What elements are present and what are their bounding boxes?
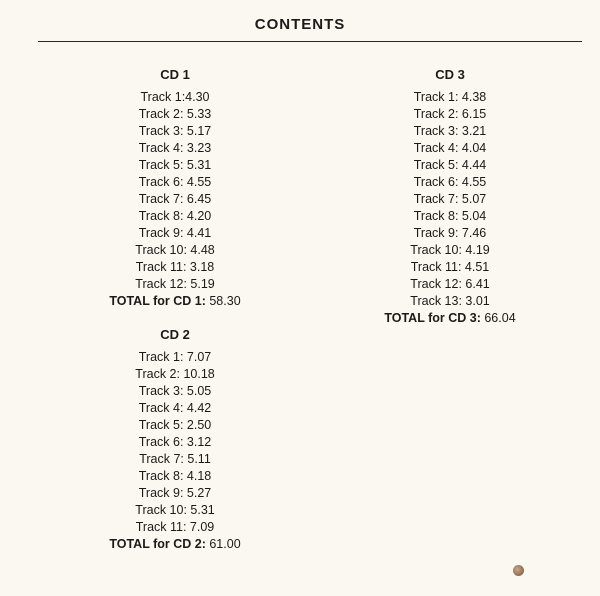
total-label: TOTAL for CD 3: [384,311,481,325]
track-row: Track 4: 4.42 [138,401,212,415]
disc-total [345,310,555,327]
track-row: Track 13: 3.01 [410,294,490,308]
disc-cd1 [70,66,280,310]
track-list [70,349,280,536]
track-row: Track 3: 5.05 [138,384,212,398]
track-row: Track 1: 7.07 [138,350,212,364]
track-row: Track 11: 7.09 [135,520,215,534]
page-title: CONTENTS [254,16,346,33]
punch-hole-mark [513,565,524,576]
total-label: TOTAL for CD 2: [109,537,206,551]
total-value: 58.30 [209,294,241,308]
track-row: Track 10: 4.48 [135,243,215,257]
track-list [345,89,555,310]
track-row: Track 6: 4.55 [413,175,487,189]
track-list [70,89,280,293]
track-row: Track 2: 6.15 [413,107,487,121]
track-row: Track 6: 4.55 [138,175,212,189]
track-row: Track 7: 5.07 [413,192,487,206]
track-row: Track 11: 3.18 [135,260,215,274]
track-row: Track 5: 4.44 [413,158,487,172]
track-row: Track 9: 5.27 [138,486,212,500]
disc-title: CD 2 [160,327,190,342]
disc-title: CD 3 [435,67,465,82]
track-row: Track 4: 4.04 [413,141,487,155]
total-value: 61.00 [209,537,241,551]
track-row: Track 11: 4.51 [410,260,490,274]
track-row: Track 9: 4.41 [138,226,212,240]
disc-cd2 [70,326,280,553]
title-rule [38,41,582,42]
track-row: Track 2: 10.18 [135,367,215,381]
track-row: Track 8: 4.20 [138,209,212,223]
track-row: Track 3: 5.17 [138,124,212,138]
track-row: Track 1:4.30 [140,90,210,104]
track-row: Track 8: 4.18 [138,469,212,483]
track-row: Track 5: 5.31 [138,158,212,172]
track-row: Track 9: 7.46 [413,226,487,240]
track-row: Track 8: 5.04 [413,209,487,223]
track-row: Track 7: 6.45 [138,192,212,206]
track-row: Track 10: 4.19 [410,243,490,257]
disc-title: CD 1 [160,67,190,82]
disc-total [70,293,280,310]
track-row: Track 3: 3.21 [413,124,487,138]
track-row: Track 7: 5.11 [139,452,211,466]
total-label: TOTAL for CD 1: [109,294,206,308]
track-row: Track 1: 4.38 [413,90,487,104]
track-row: Track 4: 3.23 [138,141,212,155]
track-row: Track 5: 2.50 [138,418,212,432]
disc-cd3 [345,66,555,327]
total-value: 66.04 [484,311,516,325]
disc-total [70,536,280,553]
track-row: Track 10: 5.31 [135,503,215,517]
track-row: Track 6: 3.12 [138,435,212,449]
track-row: Track 2: 5.33 [138,107,212,121]
track-row: Track 12: 5.19 [135,277,215,291]
track-row: Track 12: 6.41 [410,277,490,291]
